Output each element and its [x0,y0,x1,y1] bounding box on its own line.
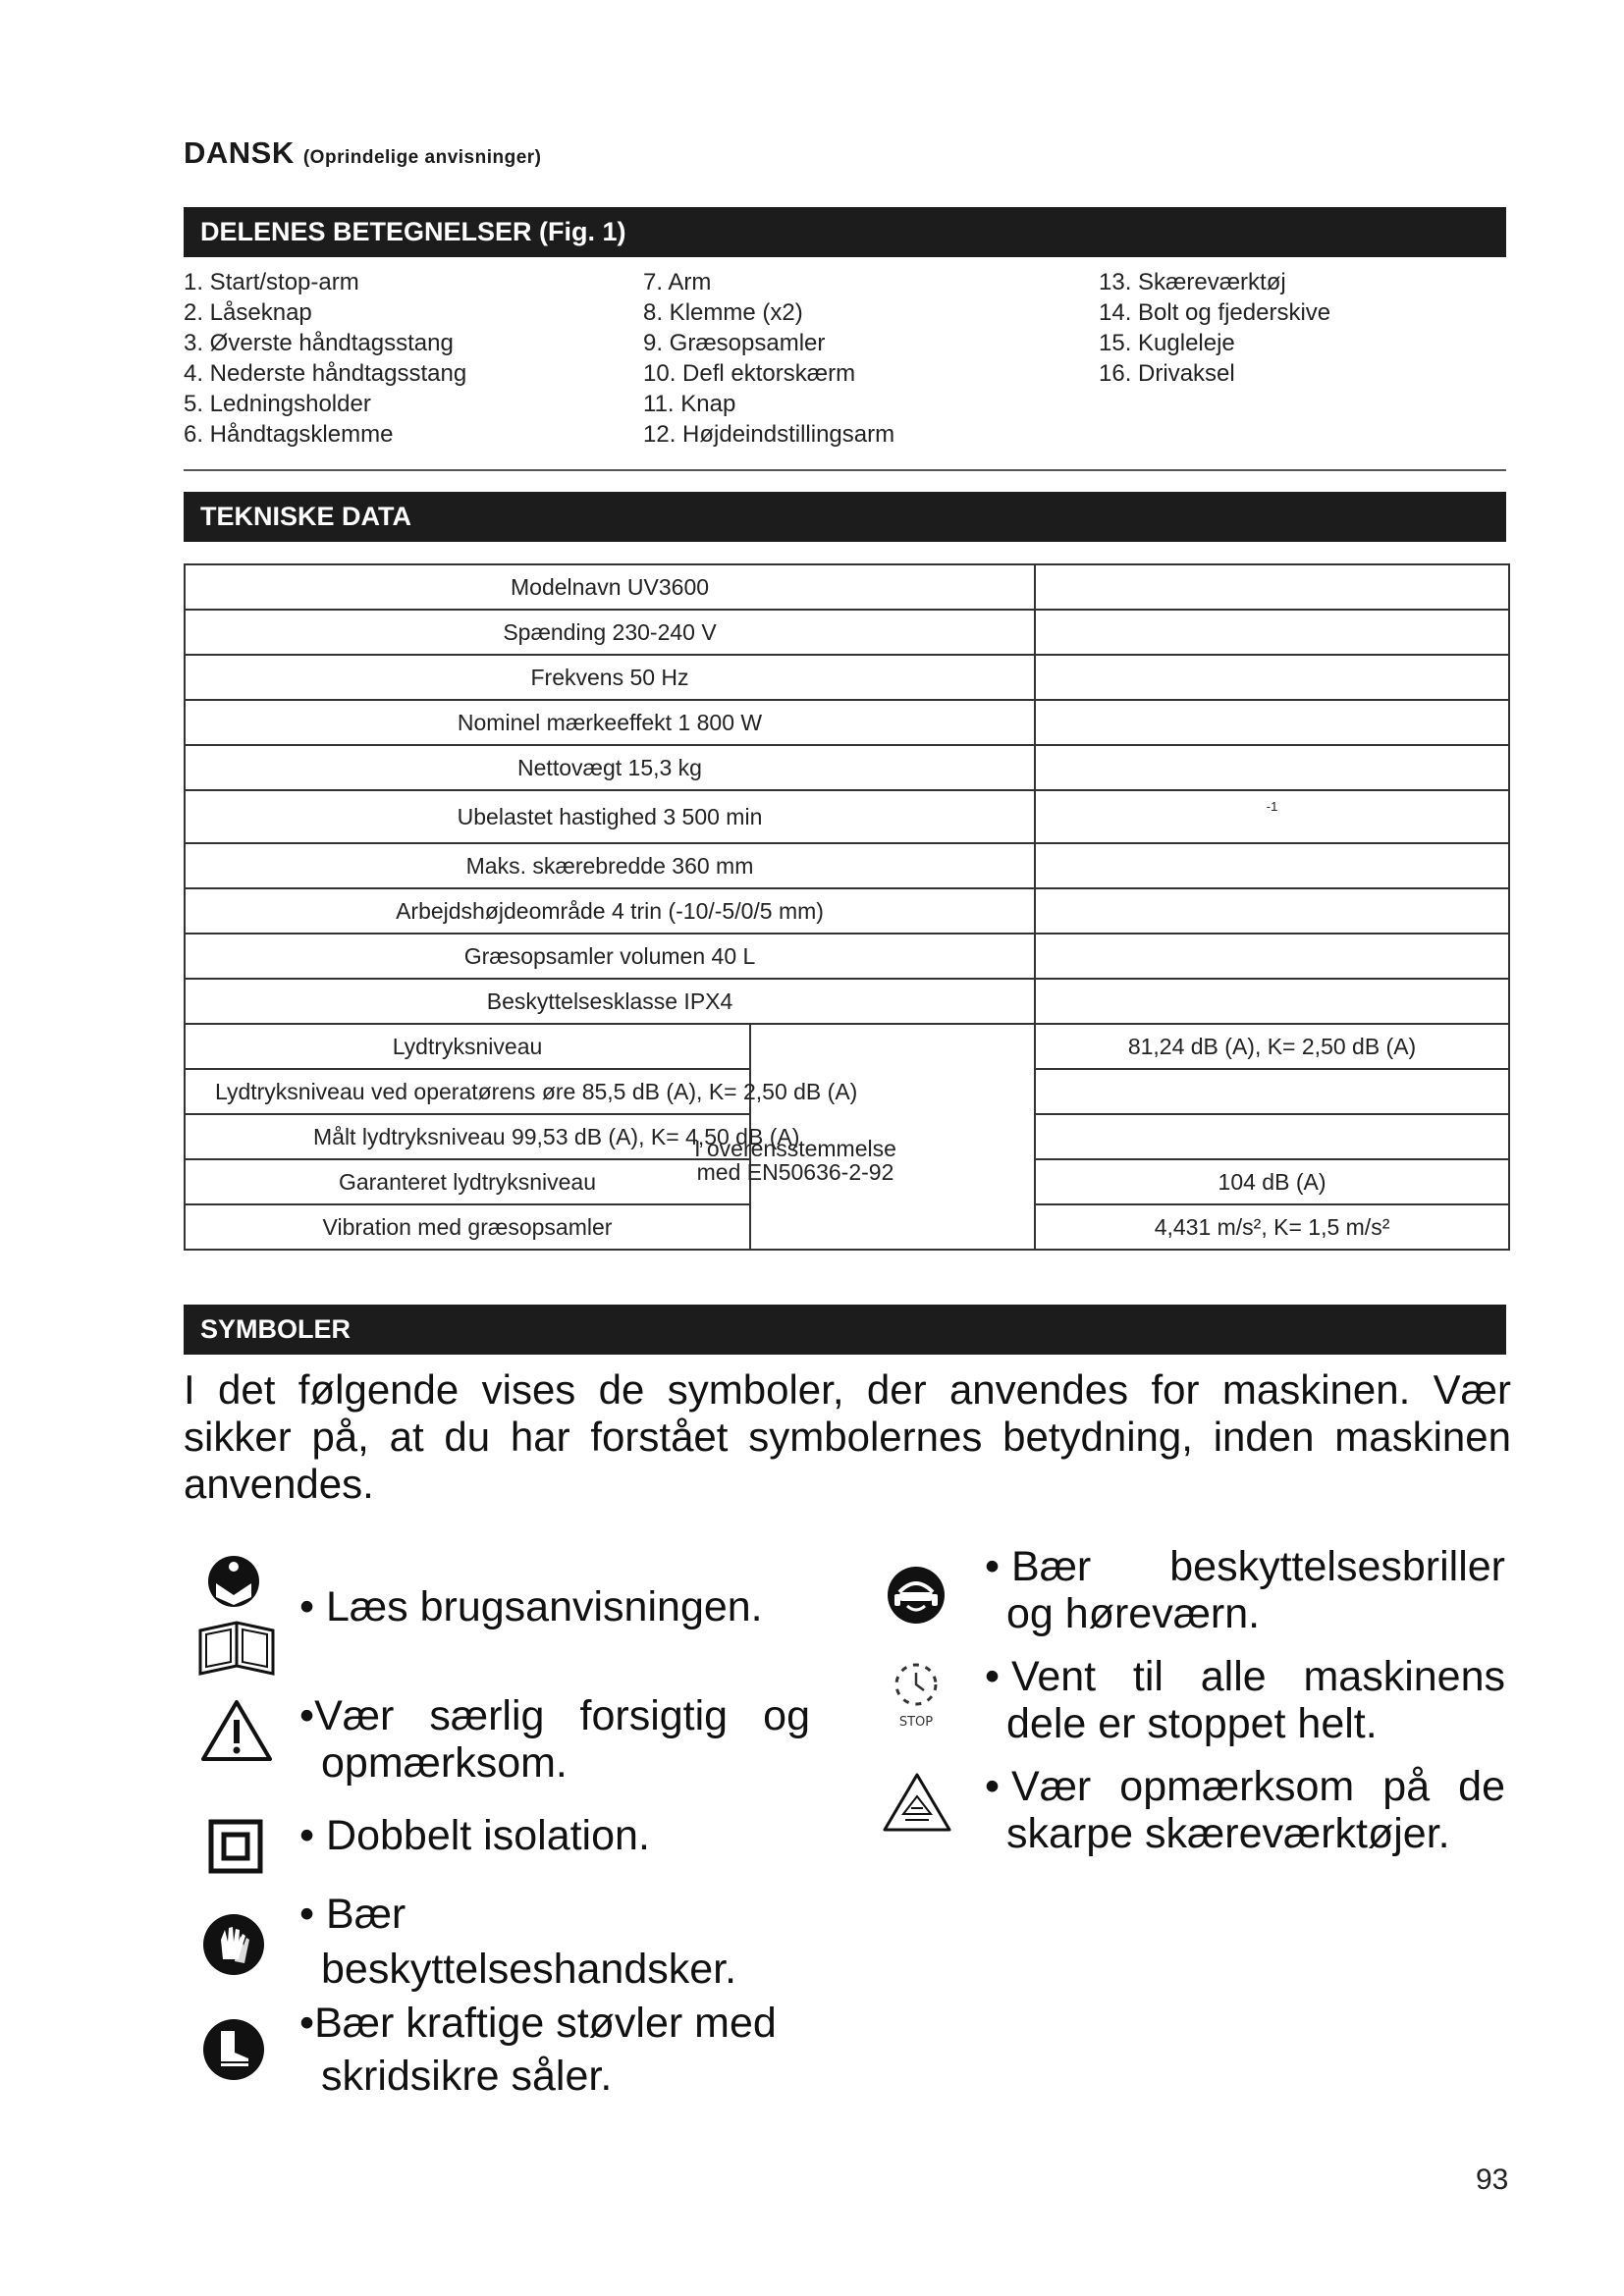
spec-value-cell [1035,700,1509,745]
parts-list-item: 3. Øverste håndtagsstang [184,330,454,356]
parts-list-item: 5. Ledningsholder [184,391,371,417]
sound-value-cell: 104 dB (A) [1035,1159,1509,1204]
sound-label-cell: Målt lydtryksniveau 99,53 dB (A), K= 4,50 dB (A) [185,1114,750,1159]
table-row [185,1024,1509,1069]
goggles-ear-protection-icon [886,1565,947,1626]
symbol-text-continued: beskyttelseshandsker. [321,1946,737,1993]
spec-cell: Græsopsamler volumen 40 L [185,934,1035,979]
symbols-section-title: SYMBOLER [184,1305,1506,1355]
read-manual-icon [196,1554,277,1676]
sound-value-cell: 81,24 dB (A), K= 2,50 dB (A) [1035,1024,1509,1069]
spec-cell: Spænding 230-240 V [185,610,1035,655]
conformity-line: I overensstemmelse [694,1136,896,1161]
spec-value-cell [1035,655,1509,700]
table-row [185,888,1509,934]
symbol-text: Bær beskyttelsesbriller [1011,1543,1505,1590]
parts-list-item: 12. Højdeindstillingsarm [643,421,895,448]
warning-icon [200,1698,273,1763]
parts-list-column-1 [184,267,466,450]
symbol-text: Bær [326,1891,406,1938]
symbol-item-gloves [299,1887,810,1997]
bullet-icon: • [985,1653,1012,1700]
symbol-text-continued: opmærksom. [321,1739,568,1787]
parts-list-item: 4. Nederste håndtagsstang [184,360,467,387]
symbol-text-continued: skridsikre såler. [321,2053,613,2100]
parts-list-item: 11. Knap [643,391,736,417]
spec-cell: Modelnavn UV3600 [185,564,1035,610]
table-row [185,700,1509,745]
symbol-text: Vær opmærksom på de [1011,1763,1505,1810]
table-row [185,610,1509,655]
parts-list-item: 9. Græsopsamler [643,330,826,356]
symbol-item-boots [299,1997,810,2103]
language-subtitle: (Oprindelige anvisninger) [302,147,542,168]
spec-cell: Maks. skærebredde 360 mm [185,843,1035,888]
table-row [185,655,1509,700]
symbol-item-wait-stop [985,1653,1505,1747]
bullet-icon: • [299,1583,327,1630]
bullet-icon: • [299,1692,315,1739]
conformity-note [658,1137,933,1184]
symbol-item-read-manual [299,1583,810,1630]
spec-value-cell [1035,610,1509,655]
sound-label-cell: Lydtryksniveau ved operatørens øre 85,5 dB (A), K= 2,50 dB (A) [185,1069,750,1114]
spec-cell: Ubelastet hastighed 3 500 min [185,790,1035,843]
spec-value-cell [1035,564,1509,610]
sound-value-cell [1035,1069,1509,1114]
spec-cell: Nettovægt 15,3 kg [185,745,1035,790]
parts-list-item: 1. Start/stop-arm [184,269,359,295]
symbol-text: Vær særlig forsigtig og [314,1692,810,1739]
spec-value-cell [1035,843,1509,888]
parts-list-item: 15. Kugleleje [1099,330,1235,356]
symbol-text: Læs brugsanvisningen. [326,1583,763,1630]
symbol-text-continued: skarpe skæreværktøjer. [1006,1810,1450,1857]
symbol-text: Vent til alle maskinens [1011,1653,1505,1700]
table-row [185,790,1509,843]
page-number: 93 [1476,2163,1509,2196]
bullet-icon: • [985,1763,1012,1810]
boots-icon [201,2017,266,2082]
stop-label: STOP [898,1715,934,1730]
sharp-blades-icon [882,1771,952,1834]
language-label: DANSK [184,135,295,170]
gloves-icon [201,1912,266,1977]
parts-list-column-3 [1099,267,1330,389]
bullet-icon: • [299,1812,327,1859]
conformity-line: med EN50636-2-92 [696,1159,894,1185]
parts-list-item: 16. Drivaksel [1099,360,1235,387]
page-language-heading [184,135,542,171]
symbol-item-warning [299,1692,810,1787]
parts-section-title: DELENES BETEGNELSER (Fig. 1) [184,207,1506,257]
spec-cell: Arbejdshøjdeområde 4 trin (-10/-5/0/5 mm) [185,888,1035,934]
parts-list-item: 6. Håndtagsklemme [184,421,394,448]
table-row [185,745,1509,790]
spec-value-cell [1035,934,1509,979]
parts-list-item: 2. Låseknap [184,299,312,326]
symbol-text: Dobbelt isolation. [326,1812,650,1859]
tech-section-title: TEKNISKE DATA [184,492,1506,542]
symbol-item-double-insulation [299,1812,810,1859]
wait-stop-icon [889,1659,944,1730]
spec-value-cell [1035,888,1509,934]
bullet-icon: • [985,1543,1012,1590]
spec-value-cell [1035,979,1509,1024]
spec-value-cell [1035,745,1509,790]
symbol-item-sharp-blades [985,1763,1505,1857]
symbol-text-continued: og høreværn. [1006,1590,1261,1637]
parts-list-column-2 [643,267,894,450]
spec-cell: Beskyttelsesklasse IPX4 [185,979,1035,1024]
parts-list-item: 8. Klemme (x2) [643,299,803,326]
table-row [185,564,1509,610]
parts-list-item: 7. Arm [643,269,712,295]
sound-value-cell [1035,1114,1509,1159]
bullet-icon: • [299,1891,327,1938]
bullet-icon: • [299,2000,315,2047]
table-row [185,934,1509,979]
parts-list-item: 14. Bolt og fjederskive [1099,299,1331,326]
symbol-text-continued: dele er stoppet helt. [1006,1700,1378,1747]
sound-value-cell: 4,431 m/s², K= 1,5 m/s² [1035,1204,1509,1250]
spec-cell: Nominel mærkeeffekt 1 800 W [185,700,1035,745]
sound-label-cell: Lydtryksniveau [185,1024,750,1069]
table-row [185,843,1509,888]
symbol-text: Bær kraftige støvler med [314,2000,777,2047]
symbols-intro-paragraph: I det følgende vises de symboler, der anvendes for maskinen. Vær sikker på, at du har forstået symbolernes betydning, inden maskinen anvendes. [184,1366,1511,1507]
parts-list-item: 10. Defl ektorskærm [643,360,856,387]
speed-unit-superscript: -1 [1035,790,1509,843]
table-row [185,979,1509,1024]
symbol-item-goggles [985,1543,1505,1637]
sound-label-cell: Vibration med græsopsamler [185,1204,750,1250]
section-divider [184,469,1506,471]
spec-cell: Frekvens 50 Hz [185,655,1035,700]
double-insulation-icon [208,1819,263,1874]
sound-label-cell: Garanteret lydtryksniveau [185,1159,750,1204]
parts-list-item: 13. Skæreværktøj [1099,269,1286,295]
